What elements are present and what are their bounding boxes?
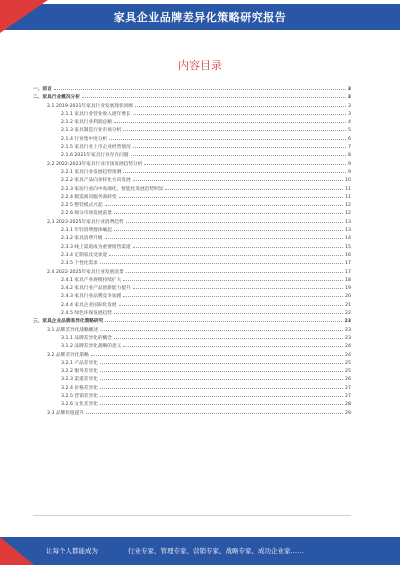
toc-entry[interactable] — [33, 125, 351, 133]
toc-entry[interactable] — [33, 233, 351, 241]
toc-entry[interactable] — [33, 208, 351, 216]
toc-leader-dots — [105, 233, 343, 239]
toc-entry-page: 9 — [348, 161, 351, 167]
toc-leader-dots — [114, 117, 346, 123]
toc-entry-label: 2.2.6 细分市场发展前景 — [61, 211, 112, 217]
toc-entry-label: 2.1.3 家具制造行业市场分析 — [61, 128, 122, 134]
toc-entry-page: 25 — [345, 360, 351, 366]
footer-accent — [0, 537, 34, 565]
toc-leader-dots — [100, 399, 343, 405]
toc-entry-label: 2.3.4 定制家具受欢迎 — [61, 252, 108, 258]
toc-entry[interactable] — [33, 134, 351, 142]
toc-entry-page: 11 — [345, 186, 351, 192]
toc-entry[interactable] — [33, 101, 351, 109]
toc-entry[interactable] — [33, 225, 351, 233]
toc-entry-page: 18 — [345, 277, 351, 283]
toc-leader-dots — [144, 159, 346, 165]
toc-entry-label: 2.3.1 年轻消费群体崛起 — [61, 228, 112, 234]
toc-entry-page: 5 — [348, 128, 351, 134]
toc-entry-page: 3 — [348, 111, 351, 117]
toc-entry-page: 22 — [345, 311, 351, 317]
toc-entry-page: 25 — [345, 369, 351, 375]
toc-entry[interactable] — [33, 300, 351, 308]
toc-entry-page: 17 — [345, 261, 351, 267]
toc-entry[interactable] — [33, 316, 351, 324]
toc-entry[interactable] — [33, 374, 351, 382]
toc-leader-dots — [126, 267, 343, 273]
toc-entry-label: 2.4.4 家具企业国际化发展 — [61, 302, 117, 308]
toc-entry-page: 6 — [348, 136, 351, 142]
toc-leader-dots — [100, 383, 343, 389]
toc-leader-dots — [133, 109, 346, 115]
toc-entry-label: 3.1.1 品牌差异化的概念 — [61, 335, 112, 341]
toc-entry-label: 2.1.4 行业集中度分析 — [61, 136, 108, 142]
toc-leader-dots — [165, 184, 343, 190]
toc-entry-page: 26 — [345, 377, 351, 383]
toc-entry-page: 3 — [347, 95, 351, 101]
toc-leader-dots — [105, 316, 342, 322]
toc-entry-label: 2.1 2019-2021年家具行业发展现状回顾 — [47, 103, 134, 109]
toc-entry-label: 3.3 品牌价值提升 — [47, 410, 85, 416]
toc-leader-dots — [123, 275, 343, 281]
toc-entry-page: 27 — [345, 393, 351, 399]
toc-entry-page: 24 — [345, 352, 351, 358]
toc-entry-label: 二、家具行业概况分析 — [33, 95, 80, 101]
toc-leader-dots — [133, 242, 343, 248]
toc-entry-label: 2.2.1 家具行业发展趋势预测 — [61, 169, 122, 175]
toc-entry-label: 2.2 2022-2023年家具行业市场发展趋势分析 — [47, 161, 143, 167]
toc-entry-page: 12 — [345, 203, 351, 209]
toc-entry[interactable] — [33, 391, 351, 399]
toc-entry-page: 19 — [345, 286, 351, 292]
toc-entry-page: 11 — [345, 194, 351, 200]
toc-entry-label: 2.2.5 整装模式兴起 — [61, 203, 103, 209]
toc-entry-label: 2.4.2 家具行业产品创新能力提升 — [61, 286, 131, 292]
toc-entry-label: 3.2.4 价格差异化 — [61, 385, 98, 391]
toc-entry[interactable] — [33, 258, 351, 266]
toc-leader-dots — [123, 167, 346, 173]
toc-entry-page: 4 — [348, 120, 351, 126]
toc-entry[interactable] — [33, 383, 351, 391]
toc-leader-dots — [133, 175, 343, 181]
toc-entry-page: 16 — [345, 252, 351, 258]
toc-entry[interactable] — [33, 92, 351, 100]
toc-entry-page: 17 — [345, 269, 351, 275]
report-header — [0, 0, 400, 33]
toc-entry-label: 2.3.2 家具消费升级 — [61, 236, 103, 242]
toc-entry[interactable] — [33, 242, 351, 250]
toc-entry-page: 24 — [345, 344, 351, 350]
toc-leader-dots — [109, 134, 346, 140]
toc-entry-page: 3 — [347, 87, 351, 92]
toc-entry-page: 27 — [345, 385, 351, 391]
toc-leader-dots — [100, 366, 343, 372]
toc-entry-page: 23 — [344, 319, 351, 325]
report-footer — [0, 537, 400, 565]
toc-entry-page: 13 — [345, 219, 351, 225]
toc-entry-label: 3.1 品牌差异化战略概述 — [47, 327, 99, 333]
toc-leader-dots — [105, 200, 343, 206]
footer-divider — [33, 515, 351, 516]
toc-entry-page: 7 — [348, 145, 351, 151]
toc-entry-label: 3.1.2 品牌差异化战略的意义 — [61, 344, 122, 350]
toc-entry-page: 23 — [345, 327, 351, 333]
toc-leader-dots — [54, 84, 346, 90]
table-of-contents — [33, 84, 351, 416]
toc-entry-label: 3.2 品牌差异化策略 — [47, 352, 89, 358]
toc-entry[interactable] — [33, 267, 351, 275]
toc-entry[interactable] — [33, 250, 351, 258]
toc-entry-label: 2.2.3 家居行业向中高端化、智能化发展趋势明显 — [61, 186, 164, 192]
toc-leader-dots — [114, 333, 343, 339]
toc-entry-label: 2.1.6 2021年家具行业存在问题 — [61, 153, 129, 159]
toc-entry-page: 9 — [348, 169, 351, 175]
toc-entry-page: 23 — [345, 335, 351, 341]
toc-entry[interactable] — [33, 150, 351, 158]
toc-leader-dots — [126, 217, 343, 223]
toc-entry-label: 2.2.4 制造商向服务商转变 — [61, 194, 117, 200]
toc-entry-page: 12 — [345, 211, 351, 217]
toc-entry[interactable] — [33, 283, 351, 291]
toc-entry[interactable] — [33, 308, 351, 316]
toc-entry[interactable] — [33, 291, 351, 299]
toc-entry-label: 三、家具企业品牌差异化策略研究 — [33, 319, 104, 325]
toc-entry[interactable] — [33, 408, 351, 416]
toc-entry-label: 2.4.5 绿色环保发展趋势 — [61, 311, 112, 317]
toc-entry-label: 2.1.1 家具行业营业收入逐年增长 — [61, 111, 131, 117]
toc-leader-dots — [119, 192, 343, 198]
toc-leader-dots — [91, 350, 343, 356]
toc-entry[interactable] — [33, 167, 351, 175]
toc-leader-dots — [123, 125, 346, 131]
toc-entry-label: 2.3.3 线上渠道成为重要销售渠道 — [61, 244, 131, 250]
toc-entry-page: 10 — [345, 178, 351, 184]
toc-entry-page: 29 — [345, 410, 351, 416]
toc-entry[interactable] — [33, 84, 351, 92]
toc-entry-label: 3.2.6 文化差异化 — [61, 402, 98, 408]
toc-leader-dots — [133, 283, 343, 289]
toc-entry[interactable] — [33, 159, 351, 167]
toc-leader-dots — [135, 101, 346, 107]
toc-entry-page: 21 — [345, 302, 351, 308]
toc-leader-dots — [100, 325, 343, 331]
toc-entry-label: 3.2.3 渠道差异化 — [61, 377, 98, 383]
toc-leader-dots — [114, 225, 343, 231]
toc-leader-dots — [114, 208, 343, 214]
toc-entry-label: 3.2.1 产品差异化 — [61, 360, 98, 366]
toc-entry[interactable] — [33, 358, 351, 366]
toc-entry-label: 2.3 2023-2025年家具行业消费趋势 — [47, 219, 124, 225]
toc-entry-page: 8 — [348, 153, 351, 159]
toc-leader-dots — [100, 374, 343, 380]
toc-leader-dots — [133, 142, 346, 148]
toc-entry-page: 3 — [348, 103, 351, 109]
toc-entry-page: 15 — [345, 244, 351, 250]
toc-entry-label: 2.3.5 个性化需求 — [61, 261, 98, 267]
toc-leader-dots — [131, 150, 346, 156]
toc-entry-label: 2.1.2 家具行业利润总额 — [61, 120, 112, 126]
toc-leader-dots — [123, 341, 343, 347]
toc-entry-label: 2.1.5 家具行业上市企业经营情况 — [61, 145, 131, 151]
toc-entry[interactable] — [33, 184, 351, 192]
toc-leader-dots — [123, 291, 343, 297]
toc-leader-dots — [100, 391, 343, 397]
toc-leader-dots — [86, 408, 343, 414]
toc-entry[interactable] — [33, 333, 351, 341]
toc-entry-label: 3.2.5 营销差异化 — [61, 393, 98, 399]
toc-entry[interactable] — [33, 142, 351, 150]
toc-entry-page: 28 — [345, 402, 351, 408]
toc-entry-label: 2.4.1 家具产业规模持续扩大 — [61, 277, 122, 283]
toc-entry[interactable] — [33, 217, 351, 225]
toc-entry-label: 一、前言 — [33, 87, 52, 92]
toc-entry[interactable] — [33, 341, 351, 349]
toc-entry-page: 20 — [345, 294, 351, 300]
toc-leader-dots — [100, 258, 343, 264]
footer-roles: 行业专家、管理专家、营销专家、战略专家、成功企业家…… — [128, 547, 304, 555]
toc-entry[interactable] — [33, 109, 351, 117]
toc-entry[interactable] — [33, 117, 351, 125]
toc-entry-page: 14 — [345, 236, 351, 242]
toc-leader-dots — [82, 92, 346, 98]
toc-entry[interactable] — [33, 275, 351, 283]
toc-entry-label: 2.2.2 家具产品向多样化方向发展 — [61, 178, 131, 184]
toc-leader-dots — [109, 250, 343, 256]
toc-title: 内容目录 — [178, 59, 222, 72]
toc-entry[interactable] — [33, 350, 351, 358]
toc-entry[interactable] — [33, 366, 351, 374]
toc-entry[interactable] — [33, 399, 351, 407]
toc-leader-dots — [114, 308, 343, 314]
toc-entry[interactable] — [33, 192, 351, 200]
report-title: 家具企业品牌差异化策略研究报告 — [113, 11, 287, 24]
toc-entry-label: 2.4 2022-2025年家具行业发展前景 — [47, 269, 124, 275]
toc-entry-page: 13 — [345, 228, 351, 234]
toc-leader-dots — [100, 358, 343, 364]
toc-entry-label: 2.4.3 家具行业品牌竞争加剧 — [61, 294, 122, 300]
toc-entry-label: 3.2.2 服务差异化 — [61, 369, 98, 375]
toc-entry[interactable] — [33, 175, 351, 183]
toc-entry[interactable] — [33, 200, 351, 208]
toc-entry[interactable] — [33, 325, 351, 333]
toc-leader-dots — [119, 300, 343, 306]
footer-lead: 让每个人都能成为 — [46, 547, 98, 555]
